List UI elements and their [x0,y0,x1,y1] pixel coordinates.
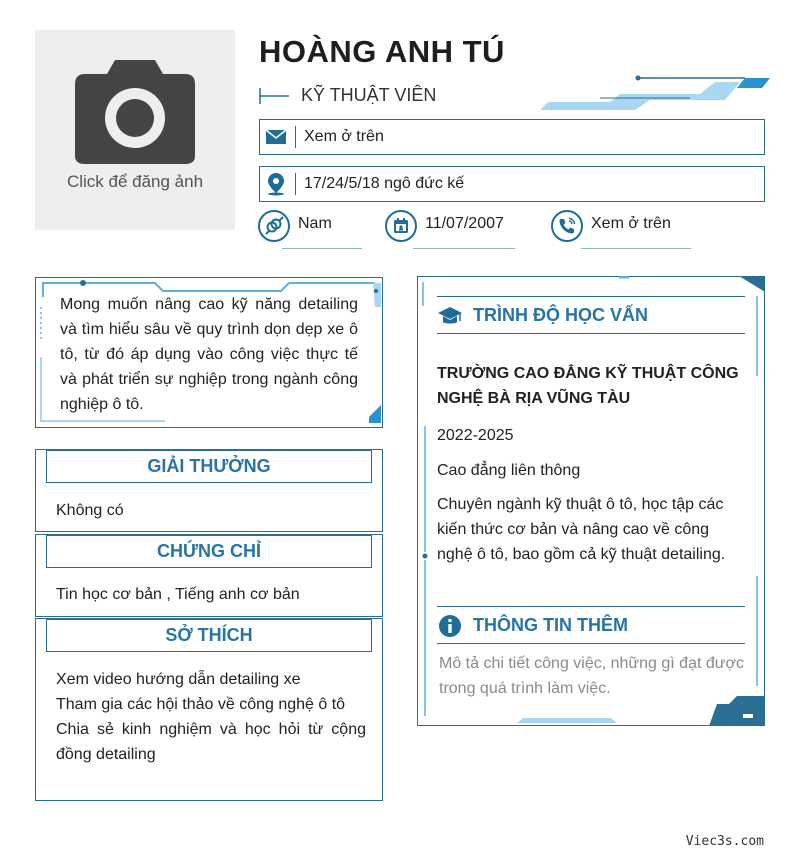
certificates-section [35,534,383,617]
phone-value: Xem ở trên [591,215,671,232]
email-field[interactable] [259,119,765,155]
phone-field[interactable] [551,210,691,252]
job-title[interactable]: KỸ THUẬT VIÊN [301,85,437,105]
certificates-heading: CHỨNG CHỈ [46,535,372,568]
gender-value: Nam [298,215,332,232]
candidate-name[interactable]: HOÀNG ANH TÚ [259,34,505,69]
gender-icon [258,210,290,242]
title-marker-icon [259,86,289,106]
hobby-item: Chia sẻ kinh nghiệm và học hỏi từ cộng đồng detailing [56,721,366,763]
footer-brand: Viec3s.com [685,834,764,849]
education-description[interactable]: Chuyên ngành kỹ thuật ô tô, học tập các kiến thức cơ bản và nâng cao về công nghệ ô tô, bao gồm cả kỹ thuật detailing. [437,496,726,563]
education-years[interactable]: 2022-2025 [437,427,514,444]
address-field[interactable] [259,166,765,202]
education-panel [417,276,765,726]
info-icon [437,614,463,638]
awards-section [35,449,383,532]
awards-heading: GIẢI THƯỞNG [46,450,372,483]
hobby-item: Xem video hướng dẫn detailing xe [56,671,301,688]
address-value: 17/24/5/18 ngô đức kế [304,175,465,192]
avatar-label: Click để đăng ảnh [66,172,204,191]
education-heading-row [437,296,745,334]
header-decoration [540,72,770,114]
more-info-heading: THÔNG TIN THÊM [473,615,628,635]
email-value: Xem ở trên [304,128,384,145]
mail-icon [264,125,290,149]
more-info-heading-row [437,606,745,644]
graduation-cap-icon [437,304,463,328]
dob-field[interactable] [385,210,520,252]
avatar-upload[interactable] [35,30,235,230]
calendar-icon [385,210,417,242]
gender-field[interactable] [258,210,368,252]
camera-icon [75,58,195,166]
certificates-text[interactable]: Tin học cơ bản , Tiếng anh cơ bản [56,586,300,603]
hobbies-section [35,618,383,801]
dob-value: 11/07/2007 [425,215,504,232]
school-name[interactable]: TRƯỜNG CAO ĐẲNG KỸ THUẬT CÔNG NGHỆ BÀ RỊA VŨNG TÀU [437,365,739,407]
more-info-description[interactable]: Mô tả chi tiết công việc, những gì đạt được trong quá trình làm việc. [439,655,744,697]
education-degree[interactable]: Cao đẳng liên thông [437,462,581,479]
education-heading: TRÌNH ĐỘ HỌC VẤN [473,305,648,325]
hobbies-heading: SỞ THÍCH [46,619,372,652]
hobby-item: Tham gia các hội thảo về công nghệ ô tô [56,696,346,713]
objective-text: Mong muốn nâng cao kỹ năng detailing và tìm hiểu sâu về quy trình dọn dẹp xe ô tô, từ đó áp dụng vào công việc thực tế và phát triển sự nghiệp trong ngành công nghiệp ô tô. [60,296,358,413]
career-objective[interactable] [35,277,383,428]
phone-icon [551,210,583,242]
hobbies-list[interactable] [56,667,366,767]
location-pin-icon [264,172,290,196]
awards-text[interactable]: Không có [56,502,124,519]
